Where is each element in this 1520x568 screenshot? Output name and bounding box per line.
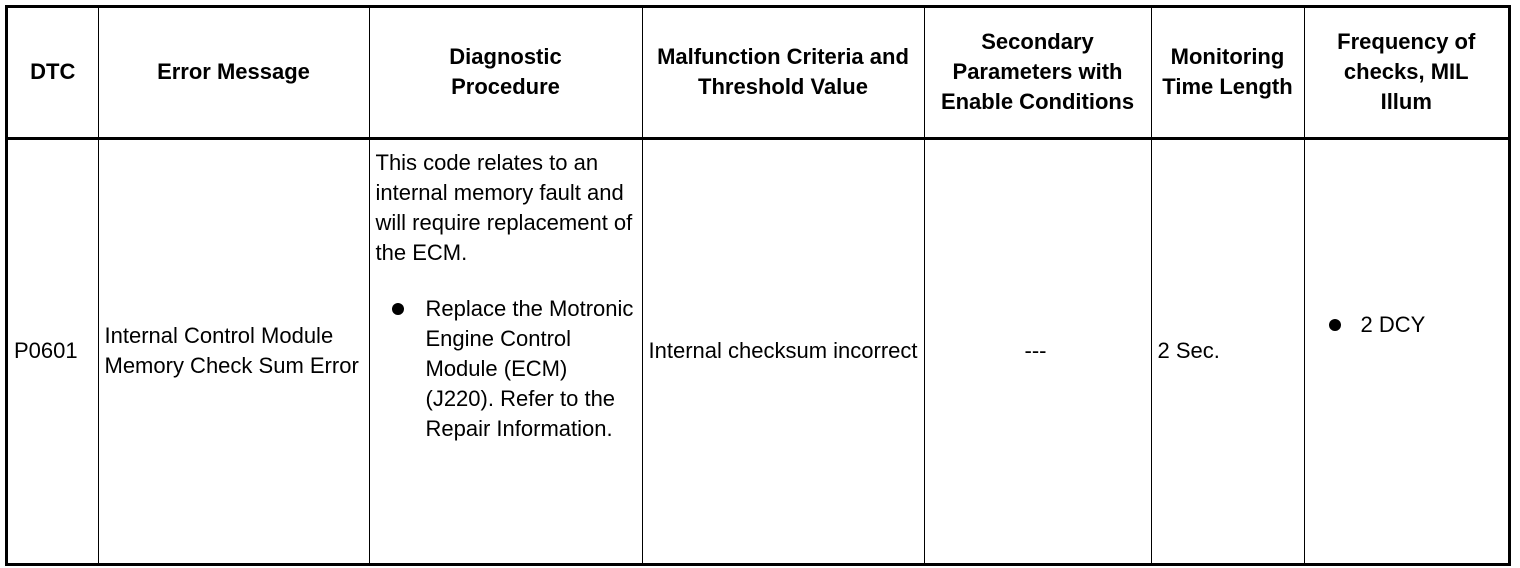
header-row [8,8,1508,138]
dtc-table-frame [5,5,1511,566]
procedure-intro: This code relates to an internal memory fault and will require replacement of the ECM. [375,149,633,265]
header-diagnostic-procedure: Diagnostic Procedure [369,8,642,138]
frequency-item [1329,310,1505,340]
header-malfunction-criteria: Malfunction Criteria and Threshold Value [642,8,924,138]
monitoring-time: 2 Sec. [1151,138,1304,563]
bullet-icon [392,303,404,315]
header-error-message: Error Message [98,8,369,138]
header-monitoring-time: Monitoring Time Length [1151,8,1304,138]
header-secondary-parameters: Secondary Parameters with Enable Conditions [924,8,1151,138]
secondary-parameters: --- [924,138,1151,563]
dtc-code: P0601 [8,138,98,563]
procedure-bullet-text: Replace the Motronic Engine Control Module (ECM) (J220). Refer to the Repair Information. [425,295,634,441]
dtc-table [8,8,1508,563]
header-dtc: DTC [8,8,98,138]
header-frequency: Frequency of checks, MIL Illum [1304,8,1508,138]
frequency-cell [1304,138,1508,563]
table-row [8,138,1508,563]
procedure-bullet-item [376,294,638,444]
error-message: Internal Control Module Memory Check Sum Error [98,138,369,563]
diagnostic-procedure [369,138,642,563]
malfunction-criteria: Internal checksum incorrect [642,138,924,563]
frequency-value: 2 DCY [1360,311,1426,337]
bullet-icon [1329,319,1341,331]
